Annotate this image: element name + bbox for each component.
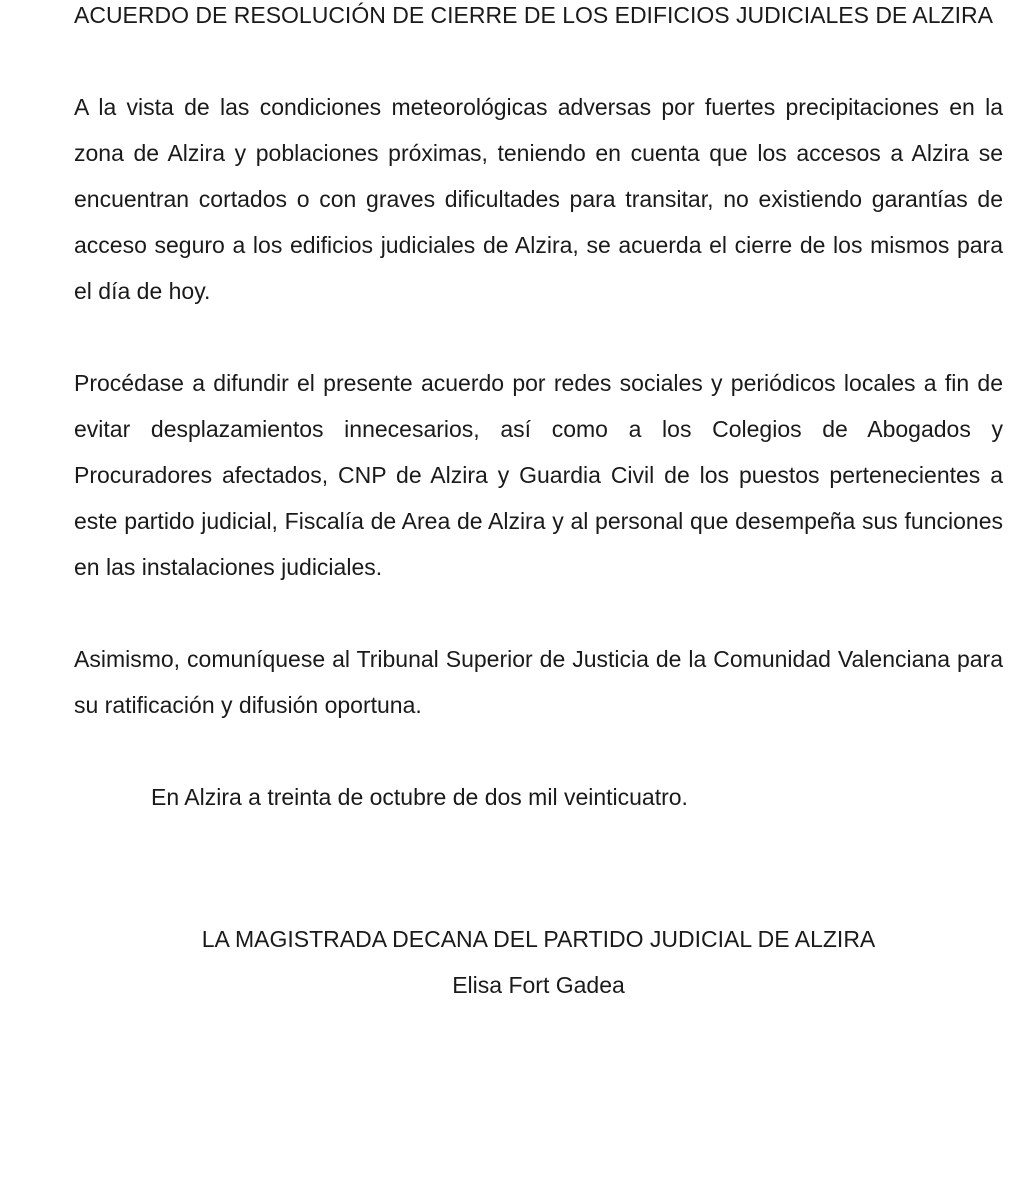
signatory-role: LA MAGISTRADA DECANA DEL PARTIDO JUDICIAL DE ALZIRA [201, 926, 876, 952]
document-title: ACUERDO DE RESOLUCIÓN DE CIERRE DE LOS EDIFICIOS JUDICIALES DE ALZIRA [74, 2, 993, 28]
paragraph-weather-closure: A la vista de las condiciones meteorológicas adversas por fuertes precipitaciones en la zona de Alzira y poblaciones próximas, teniendo en cuenta que los accesos a Alzira se encuentran cortados o con graves dificultades para transitar, no existiendo garantías de acceso seguro a los edificios judiciales de Alzira, se acuerda el cierre de los mismos para el día de hoy. [74, 94, 1003, 304]
document-body [74, 0, 1003, 820]
paragraph-tsj-communication: Asimismo, comuníquese al Tribunal Superior de Justicia de la Comunidad Valenciana para su ratificación y difusión oportuna. [74, 646, 1003, 718]
paragraph-dissemination: Procédase a difundir el presente acuerdo por redes sociales y periódicos locales a fin de evitar desplazamientos innecesarios, así como a los Colegios de Abogados y Procuradores afectados, CNP de Alzira y Guardia Civil de los puestos pertenecientes a este partido judicial, Fiscalía de Area de Alzira y al personal que desempeña sus funciones en las instalaciones judiciales. [74, 370, 1003, 580]
signature-block [74, 916, 1003, 1008]
date-line: En Alzira a treinta de octubre de dos mil veinticuatro. [151, 784, 688, 810]
signatory-name: Elisa Fort Gadea [452, 972, 625, 998]
